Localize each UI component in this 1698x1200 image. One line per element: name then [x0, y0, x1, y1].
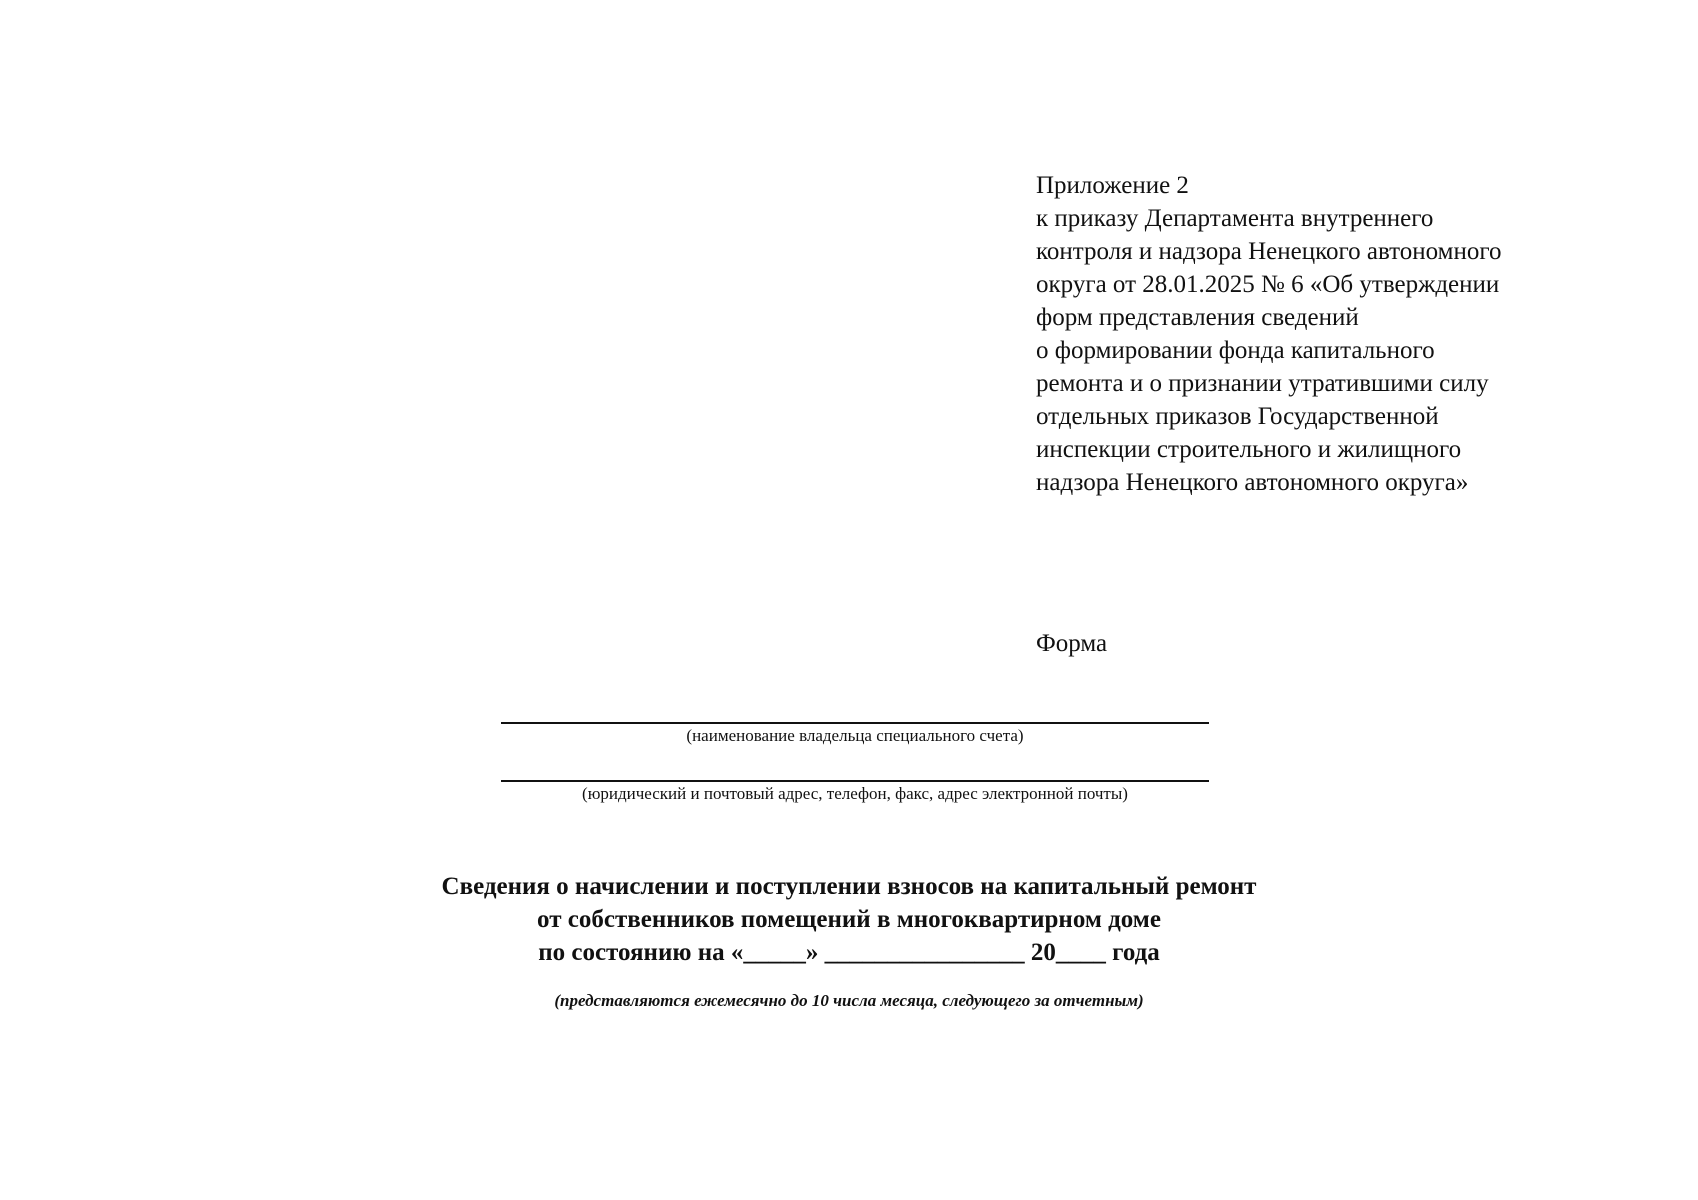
appendix-header: [1036, 169, 1636, 499]
appendix-line: Приложение 2: [1036, 172, 1189, 199]
owner-name-caption: (наименование владельца специального счета): [686, 726, 1024, 745]
appendix-line: надзора Ненецкого автономного округа»: [1036, 469, 1469, 496]
appendix-line: о формировании фонда капитального: [1036, 337, 1435, 364]
appendix-line: инспекции строительного и жилищного: [1036, 436, 1462, 463]
appendix-line: округа от 28.01.2025 № 6 «Об утверждении: [1036, 271, 1500, 298]
submission-note: (представляются ежемесячно до 10 числа месяца, следующего за отчетным): [554, 991, 1144, 1010]
appendix-line: форм представления сведений: [1036, 304, 1359, 331]
appendix-line: ремонта и о признании утратившими силу: [1036, 370, 1489, 397]
owner-name-line: [501, 722, 1209, 724]
address-caption: (юридический и почтовый адрес, телефон, факс, адрес электронной почты): [582, 784, 1128, 803]
appendix-line: к приказу Департамента внутреннего: [1036, 205, 1434, 232]
document-title: [349, 870, 1349, 969]
title-line-1: Сведения о начислении и поступлении взносов на капитальный ремонт: [441, 873, 1257, 900]
title-line-3: по состоянию на «_____» ________________ 20____ года: [538, 939, 1160, 966]
address-line: [501, 780, 1209, 782]
form-label: Форма: [1036, 630, 1108, 657]
appendix-line: отдельных приказов Государственной: [1036, 403, 1439, 430]
appendix-line: контроля и надзора Ненецкого автономного: [1036, 238, 1502, 265]
title-line-2: от собственников помещений в многоквартирном доме: [537, 906, 1161, 933]
